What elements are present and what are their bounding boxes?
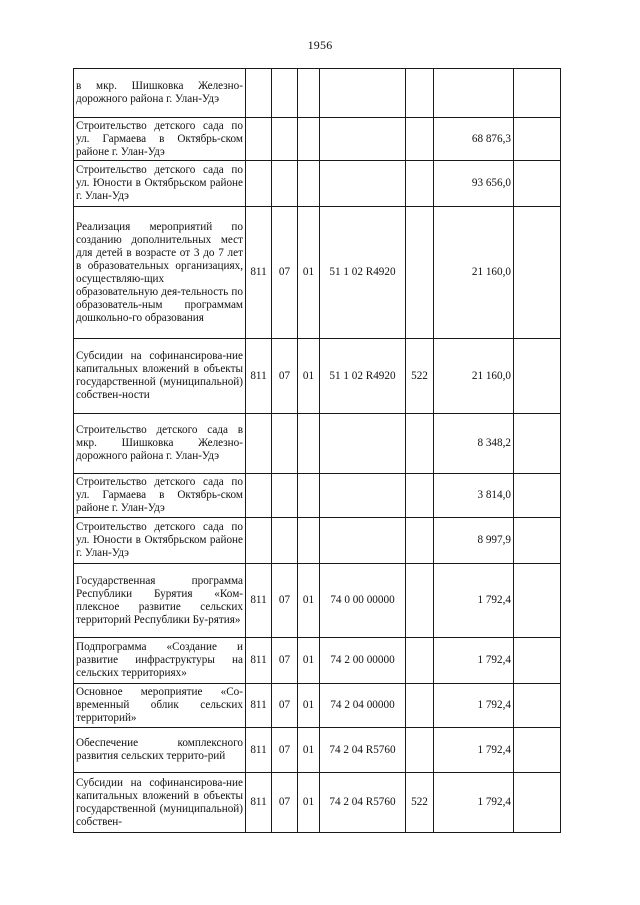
section-code-cell: 07 bbox=[272, 207, 298, 339]
amount-cell: 8 997,9 bbox=[434, 518, 514, 564]
expense-type-cell bbox=[406, 638, 434, 684]
subsection-code-cell bbox=[298, 161, 320, 207]
extra-cell bbox=[514, 638, 561, 684]
expense-type-cell bbox=[406, 474, 434, 518]
target-article-cell: 74 2 04 R5760 bbox=[320, 728, 406, 773]
extra-cell bbox=[514, 564, 561, 638]
row-name-cell: Основное мероприятие «Со-временный облик сельских территорий» bbox=[74, 684, 246, 728]
table-row bbox=[74, 518, 561, 564]
table-row bbox=[74, 684, 561, 728]
budget-table bbox=[73, 68, 561, 833]
section-code-cell bbox=[272, 414, 298, 474]
table-row bbox=[74, 118, 561, 161]
table-row bbox=[74, 474, 561, 518]
admin-code-cell bbox=[246, 414, 272, 474]
target-article-cell: 74 2 04 R5760 bbox=[320, 773, 406, 833]
subsection-code-cell: 01 bbox=[298, 638, 320, 684]
table-row bbox=[74, 414, 561, 474]
row-name-cell: Государственная программа Республики Бурятия «Ком-плексное развитие сельских территорий Республики Бу-рятия» bbox=[74, 564, 246, 638]
target-article-cell bbox=[320, 118, 406, 161]
amount-cell: 1 792,4 bbox=[434, 728, 514, 773]
table-row bbox=[74, 728, 561, 773]
admin-code-cell bbox=[246, 518, 272, 564]
row-name-cell: Строительство детского сада по ул. Юности в Октябрьском районе г. Улан-Удэ bbox=[74, 518, 246, 564]
row-name-cell: Подпрограмма «Создание и развитие инфраструктуры на сельских территориях» bbox=[74, 638, 246, 684]
section-code-cell bbox=[272, 474, 298, 518]
subsection-code-cell bbox=[298, 518, 320, 564]
admin-code-cell: 811 bbox=[246, 638, 272, 684]
row-name-cell: Субсидии на софинансирова-ние капитальных вложений в объекты государственной (муниципальной) собствен- bbox=[74, 773, 246, 833]
admin-code-cell: 811 bbox=[246, 728, 272, 773]
extra-cell bbox=[514, 161, 561, 207]
row-name-cell: Реализация мероприятий по созданию дополнительных мест для детей в возрасте от 3 до 7 лет в образовательных организациях, осуществляю-щих образовательную дея-тельность по образователь-ным программам дошкольно-го образования bbox=[74, 207, 246, 339]
subsection-code-cell: 01 bbox=[298, 728, 320, 773]
expense-type-cell bbox=[406, 728, 434, 773]
expense-type-cell bbox=[406, 118, 434, 161]
row-name-cell: Субсидии на софинансирова-ние капитальных вложений в объекты государственной (муниципальной) собствен-ности bbox=[74, 339, 246, 414]
target-article-cell bbox=[320, 69, 406, 118]
expense-type-cell bbox=[406, 518, 434, 564]
subsection-code-cell: 01 bbox=[298, 684, 320, 728]
amount-cell bbox=[434, 69, 514, 118]
subsection-code-cell: 01 bbox=[298, 564, 320, 638]
table-row bbox=[74, 207, 561, 339]
target-article-cell bbox=[320, 414, 406, 474]
expense-type-cell bbox=[406, 564, 434, 638]
extra-cell bbox=[514, 474, 561, 518]
extra-cell bbox=[514, 684, 561, 728]
amount-cell: 93 656,0 bbox=[434, 161, 514, 207]
target-article-cell bbox=[320, 161, 406, 207]
extra-cell bbox=[514, 69, 561, 118]
subsection-code-cell: 01 bbox=[298, 773, 320, 833]
target-article-cell: 74 2 00 00000 bbox=[320, 638, 406, 684]
target-article-cell bbox=[320, 474, 406, 518]
extra-cell bbox=[514, 339, 561, 414]
admin-code-cell bbox=[246, 474, 272, 518]
subsection-code-cell: 01 bbox=[298, 339, 320, 414]
target-article-cell bbox=[320, 518, 406, 564]
extra-cell bbox=[514, 414, 561, 474]
amount-cell: 1 792,4 bbox=[434, 564, 514, 638]
page-number: 1956 bbox=[307, 38, 333, 52]
table-row bbox=[74, 339, 561, 414]
amount-cell: 68 876,3 bbox=[434, 118, 514, 161]
extra-cell bbox=[514, 118, 561, 161]
row-name-cell: Строительство детского сада в мкр. Шишковка Железно-дорожного района г. Улан-Удэ bbox=[74, 414, 246, 474]
row-name-cell: Строительство детского сада по ул. Гармаева в Октябрь-ском районе г. Улан-Удэ bbox=[74, 474, 246, 518]
admin-code-cell: 811 bbox=[246, 773, 272, 833]
subsection-code-cell bbox=[298, 474, 320, 518]
admin-code-cell bbox=[246, 161, 272, 207]
table-row bbox=[74, 161, 561, 207]
section-code-cell: 07 bbox=[272, 684, 298, 728]
subsection-code-cell bbox=[298, 414, 320, 474]
admin-code-cell: 811 bbox=[246, 684, 272, 728]
target-article-cell: 51 1 02 R4920 bbox=[320, 339, 406, 414]
budget-table-body bbox=[74, 69, 561, 833]
row-name-cell: Обеспечение комплексного развития сельских террито-рий bbox=[74, 728, 246, 773]
section-code-cell bbox=[272, 69, 298, 118]
section-code-cell bbox=[272, 118, 298, 161]
row-name-cell: в мкр. Шишковка Железно-дорожного района г. Улан-Удэ bbox=[74, 69, 246, 118]
section-code-cell bbox=[272, 518, 298, 564]
amount-cell: 8 348,2 bbox=[434, 414, 514, 474]
section-code-cell bbox=[272, 161, 298, 207]
extra-cell bbox=[514, 728, 561, 773]
extra-cell bbox=[514, 518, 561, 564]
amount-cell: 21 160,0 bbox=[434, 207, 514, 339]
amount-cell: 1 792,4 bbox=[434, 684, 514, 728]
table-row bbox=[74, 69, 561, 118]
expense-type-cell bbox=[406, 684, 434, 728]
row-name-cell: Строительство детского сада по ул. Юности в Октябрьском районе г. Улан-Удэ bbox=[74, 161, 246, 207]
section-code-cell: 07 bbox=[272, 564, 298, 638]
admin-code-cell bbox=[246, 69, 272, 118]
extra-cell bbox=[514, 773, 561, 833]
target-article-cell: 74 2 04 00000 bbox=[320, 684, 406, 728]
amount-cell: 3 814,0 bbox=[434, 474, 514, 518]
extra-cell bbox=[514, 207, 561, 339]
expense-type-cell bbox=[406, 69, 434, 118]
subsection-code-cell: 01 bbox=[298, 207, 320, 339]
target-article-cell: 74 0 00 00000 bbox=[320, 564, 406, 638]
amount-cell: 1 792,4 bbox=[434, 773, 514, 833]
expense-type-cell bbox=[406, 414, 434, 474]
section-code-cell: 07 bbox=[272, 638, 298, 684]
amount-cell: 1 792,4 bbox=[434, 638, 514, 684]
expense-type-cell: 522 bbox=[406, 339, 434, 414]
section-code-cell: 07 bbox=[272, 773, 298, 833]
amount-cell: 21 160,0 bbox=[434, 339, 514, 414]
table-row bbox=[74, 564, 561, 638]
subsection-code-cell bbox=[298, 118, 320, 161]
section-code-cell: 07 bbox=[272, 728, 298, 773]
expense-type-cell bbox=[406, 207, 434, 339]
expense-type-cell bbox=[406, 161, 434, 207]
section-code-cell: 07 bbox=[272, 339, 298, 414]
table-row bbox=[74, 773, 561, 833]
table-row bbox=[74, 638, 561, 684]
row-name-cell: Строительство детского сада по ул. Гармаева в Октябрь-ском районе г. Улан-Удэ bbox=[74, 118, 246, 161]
admin-code-cell: 811 bbox=[246, 564, 272, 638]
subsection-code-cell bbox=[298, 69, 320, 118]
admin-code-cell: 811 bbox=[246, 339, 272, 414]
target-article-cell: 51 1 02 R4920 bbox=[320, 207, 406, 339]
expense-type-cell: 522 bbox=[406, 773, 434, 833]
admin-code-cell bbox=[246, 118, 272, 161]
admin-code-cell: 811 bbox=[246, 207, 272, 339]
